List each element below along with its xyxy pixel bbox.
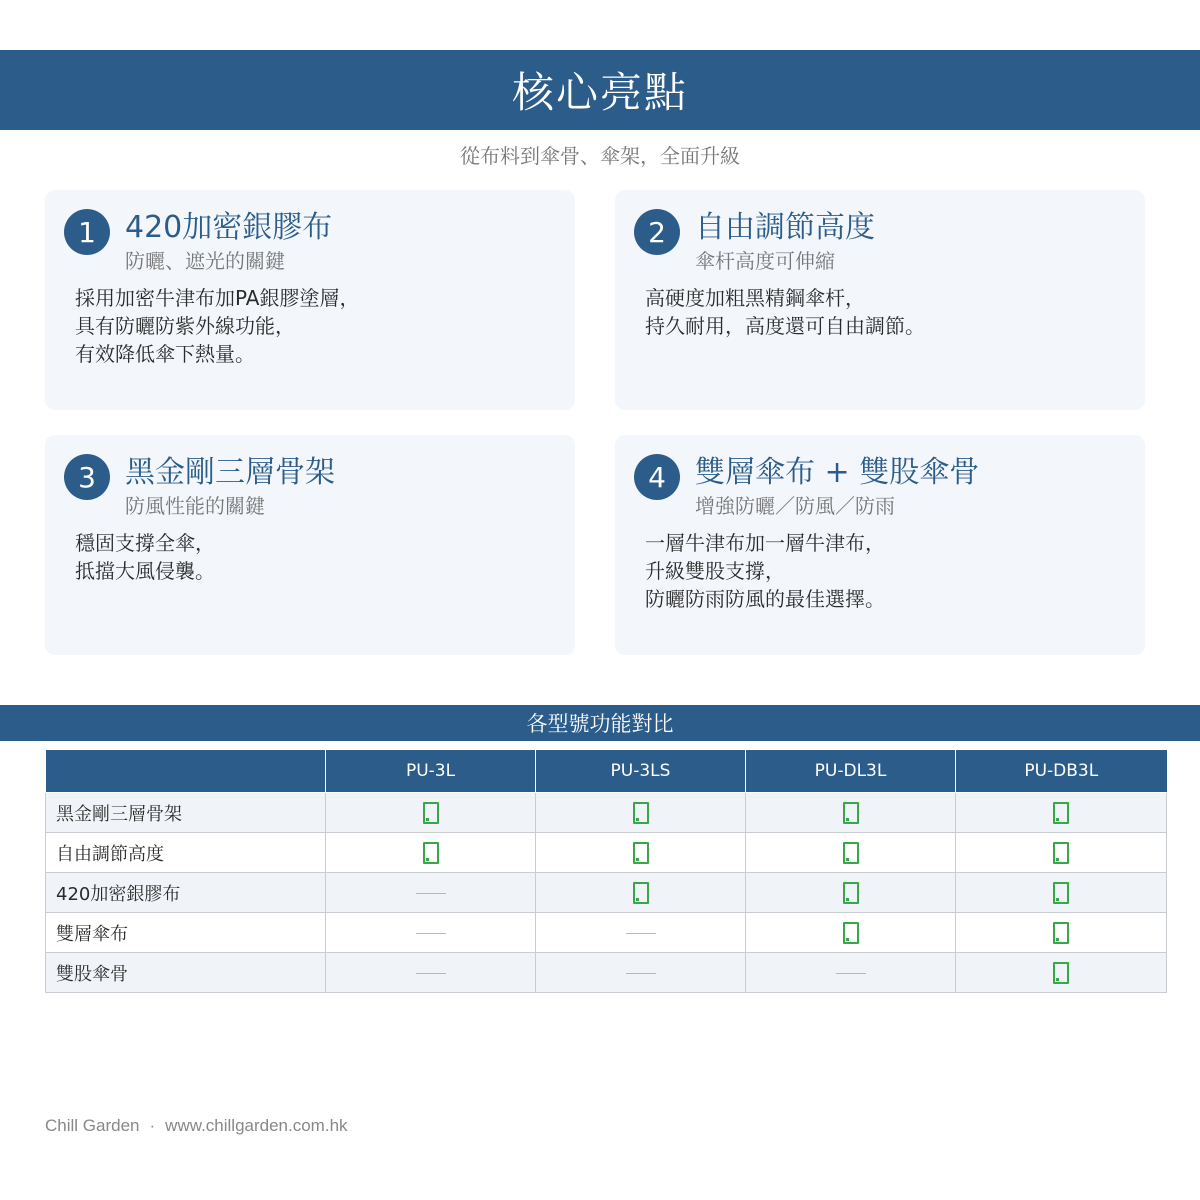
feature-title: 黑金剛三層骨架	[125, 455, 335, 490]
feature-name-cell: 420加密銀膠布	[46, 873, 326, 913]
feature-description	[645, 529, 1125, 613]
feature-card-1	[45, 190, 575, 410]
table-row	[46, 833, 1167, 873]
check-icon	[843, 842, 859, 864]
model-support-cell	[326, 913, 536, 953]
check-icon	[1053, 842, 1069, 864]
model-column-header: PU-3LS	[536, 750, 746, 793]
model-support-cell	[326, 953, 536, 993]
check-icon	[633, 802, 649, 824]
feature-name-cell: 自由調節高度	[46, 833, 326, 873]
table-row	[46, 913, 1167, 953]
model-support-cell	[326, 833, 536, 873]
model-support-cell	[746, 913, 956, 953]
feature-subtitle: 增強防曬／防風／防雨	[695, 494, 895, 518]
feature-description	[645, 284, 1125, 340]
feature-subtitle: 防曬、遮光的關鍵	[125, 249, 285, 273]
feature-description-line: 升級雙股支撐，	[645, 559, 785, 583]
check-icon	[423, 842, 439, 864]
check-icon	[843, 882, 859, 904]
check-icon	[633, 842, 649, 864]
comparison-table	[45, 750, 1167, 993]
dash-icon	[626, 973, 656, 974]
model-support-cell	[536, 793, 746, 833]
comparison-title: 各型號功能對比	[526, 712, 674, 736]
footer-separator: ·	[149, 1116, 156, 1135]
model-support-cell	[536, 953, 746, 993]
check-icon	[633, 882, 649, 904]
model-support-cell	[746, 953, 956, 993]
page-title: 核心亮點	[511, 68, 688, 117]
dash-icon	[416, 893, 446, 894]
feature-name-cell: 雙層傘布	[46, 913, 326, 953]
feature-number-badge: 2	[634, 209, 680, 255]
feature-title: 自由調節高度	[695, 210, 875, 245]
feature-name-cell: 黑金剛三層骨架	[46, 793, 326, 833]
feature-number-badge: 4	[634, 454, 680, 500]
dash-icon	[416, 973, 446, 974]
dash-icon	[836, 973, 866, 974]
feature-card-2	[615, 190, 1145, 410]
model-column-header: PU-3L	[326, 750, 536, 793]
feature-number-badge: 1	[64, 209, 110, 255]
comparison-header-row	[46, 750, 1167, 793]
feature-description	[75, 529, 555, 585]
footer	[45, 1116, 348, 1136]
model-support-cell	[326, 793, 536, 833]
model-support-cell	[536, 873, 746, 913]
feature-column-header	[46, 750, 326, 793]
feature-title: 420加密銀膠布	[125, 210, 333, 245]
feature-description-line: 採用加密牛津布加PA銀膠塗層，	[75, 286, 360, 310]
header-banner	[0, 50, 1200, 130]
feature-name-cell: 雙股傘骨	[46, 953, 326, 993]
check-icon	[843, 802, 859, 824]
model-support-cell	[956, 833, 1167, 873]
feature-description-line: 一層牛津布加一層牛津布，	[645, 531, 885, 555]
feature-description-line: 具有防曬防紫外線功能，	[75, 314, 295, 338]
feature-subtitle: 防風性能的關鍵	[125, 494, 265, 518]
feature-description-line: 有效降低傘下熱量。	[75, 342, 255, 366]
check-icon	[1053, 882, 1069, 904]
dash-icon	[626, 933, 656, 934]
comparison-table-body	[46, 793, 1167, 993]
model-support-cell	[746, 873, 956, 913]
model-support-cell	[956, 873, 1167, 913]
feature-description-line: 持久耐用，高度還可自由調節。	[645, 314, 925, 338]
table-row	[46, 953, 1167, 993]
model-support-cell	[536, 833, 746, 873]
table-row	[46, 793, 1167, 833]
check-icon	[423, 802, 439, 824]
check-icon	[1053, 962, 1069, 984]
model-column-header: PU-DB3L	[956, 750, 1167, 793]
model-support-cell	[956, 913, 1167, 953]
feature-description-line: 抵擋大風侵襲。	[75, 559, 215, 583]
model-column-header: PU-DL3L	[746, 750, 956, 793]
model-support-cell	[746, 833, 956, 873]
feature-card-4	[615, 435, 1145, 655]
feature-description	[75, 284, 555, 368]
page-subtitle: 從布料到傘骨、傘架，全面升級	[460, 144, 740, 168]
model-support-cell	[536, 913, 746, 953]
comparison-banner	[0, 705, 1200, 741]
footer-brand: Chill Garden	[45, 1116, 140, 1135]
feature-description-line: 穩固支撐全傘，	[75, 531, 215, 555]
feature-subtitle: 傘杆高度可伸縮	[695, 249, 835, 273]
feature-number-badge: 3	[64, 454, 110, 500]
check-icon	[1053, 802, 1069, 824]
feature-description-line: 高硬度加粗黑精鋼傘杆，	[645, 286, 865, 310]
check-icon	[1053, 922, 1069, 944]
model-support-cell	[746, 793, 956, 833]
feature-description-line: 防曬防雨防風的最佳選擇。	[645, 587, 885, 611]
footer-url: www.chillgarden.com.hk	[165, 1116, 348, 1135]
feature-title: 雙層傘布 + 雙股傘骨	[695, 455, 980, 490]
model-support-cell	[326, 873, 536, 913]
table-row	[46, 873, 1167, 913]
model-support-cell	[956, 793, 1167, 833]
check-icon	[843, 922, 859, 944]
model-support-cell	[956, 953, 1167, 993]
feature-card-3	[45, 435, 575, 655]
dash-icon	[416, 933, 446, 934]
